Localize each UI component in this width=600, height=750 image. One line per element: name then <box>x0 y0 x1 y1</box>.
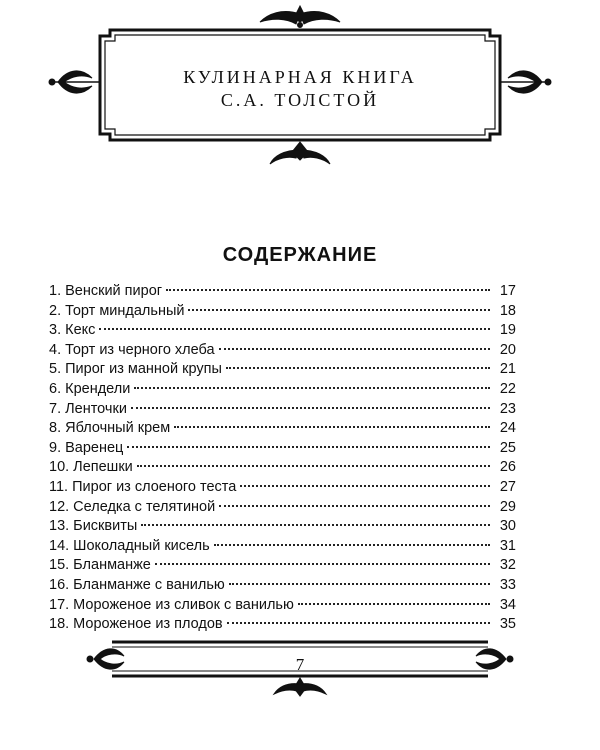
toc-entry[interactable] <box>49 400 516 420</box>
toc-entry[interactable] <box>49 517 516 537</box>
toc-entry[interactable] <box>49 321 516 341</box>
dot-leader <box>131 407 490 409</box>
dot-leader <box>229 583 490 585</box>
book-title-line1: КУЛИНАРНАЯ КНИГА <box>183 67 417 87</box>
dot-leader <box>226 367 490 369</box>
toc-entry-page: 20 <box>499 341 516 358</box>
toc-entry-page: 19 <box>499 322 516 339</box>
toc-entry-label: 10. Лепешки <box>49 459 133 476</box>
dot-leader <box>137 465 490 467</box>
toc-entry-page: 17 <box>499 283 516 299</box>
toc-entry-page: 34 <box>499 596 516 613</box>
toc-entry-label: 4. Торт из черного хлеба <box>49 341 215 358</box>
toc-entry-label: 14. Шоколадный кисель <box>49 537 210 554</box>
toc-entry[interactable] <box>49 576 516 596</box>
footer-center-fleuron <box>274 678 326 696</box>
dot-leader <box>166 289 490 291</box>
toc-entry-label: 3. Кекс <box>49 322 96 339</box>
toc-entry-label: 15. Бланманже <box>49 557 151 574</box>
dot-leader <box>99 328 490 330</box>
toc-entry-label: 17. Мороженое из сливок с ванилью <box>49 596 294 613</box>
dot-leader <box>219 348 490 350</box>
dot-leader <box>141 524 490 526</box>
toc-entry[interactable] <box>49 537 516 557</box>
toc-entry-label: 1. Венский пирог <box>49 283 163 299</box>
toc-entry-label: 5. Пирог из манной крупы <box>49 361 222 378</box>
toc-entry[interactable] <box>49 439 516 459</box>
dot-leader <box>188 309 490 311</box>
toc-entry-page: 31 <box>499 537 516 554</box>
toc-entry-page: 21 <box>499 361 516 378</box>
toc-entry-page: 35 <box>499 616 516 633</box>
dot-leader <box>240 485 490 487</box>
toc-entry-page: 18 <box>499 302 516 319</box>
toc-entry-label: 7. Ленточки <box>49 400 127 417</box>
toc-entry-page: 29 <box>499 498 516 515</box>
toc-entry-label: 9. Варенец <box>49 439 124 456</box>
toc-entry[interactable] <box>49 596 516 616</box>
toc-entry-label: 2. Торт миндальный <box>49 302 185 319</box>
toc-entry[interactable] <box>49 498 516 518</box>
toc-entry[interactable] <box>49 478 516 498</box>
dot-leader <box>174 426 490 428</box>
toc-entry[interactable] <box>49 341 516 361</box>
toc-entry-page: 25 <box>499 439 516 456</box>
toc-entry[interactable] <box>49 458 516 478</box>
toc-entry-page: 30 <box>499 518 516 535</box>
book-title-line2: С.А. ТОЛСТОЙ <box>220 90 380 110</box>
dot-leader <box>214 544 490 546</box>
dot-leader <box>155 563 490 565</box>
dot-leader <box>219 505 490 507</box>
toc-entry-label: 16. Бланманже с ванилью <box>49 576 225 593</box>
toc-entry[interactable] <box>49 360 516 380</box>
toc-entry-label: 8. Яблочный крем <box>49 420 171 437</box>
toc-entry-label: 13. Бисквиты <box>49 518 138 535</box>
table-of-contents <box>49 282 516 635</box>
toc-entry-page: 26 <box>499 459 516 476</box>
toc-entry-label: 6. Крендели <box>49 380 131 397</box>
toc-entry-page: 27 <box>499 478 516 495</box>
dot-leader <box>134 387 490 389</box>
toc-heading: СОДЕРЖАНИЕ <box>222 244 378 266</box>
toc-entry[interactable] <box>49 282 516 302</box>
toc-entry-label: 18. Мороженое из плодов <box>49 616 223 633</box>
toc-entry-page: 32 <box>499 557 516 574</box>
toc-entry[interactable] <box>49 302 516 322</box>
toc-entry-page: 22 <box>499 380 516 397</box>
dot-leader <box>298 603 490 605</box>
toc-entry[interactable] <box>49 556 516 576</box>
top-fleuron-ornament <box>260 6 340 28</box>
bottom-fleuron-ornament <box>270 142 330 164</box>
dot-leader <box>127 446 490 448</box>
toc-entry-label: 11. Пирог из слоеного теста <box>49 478 237 495</box>
toc-entry-page: 33 <box>499 576 516 593</box>
toc-entry[interactable] <box>49 380 516 400</box>
toc-entry[interactable] <box>49 419 516 439</box>
dot-leader <box>227 622 490 624</box>
toc-entry-label: 12. Селедка с телятиной <box>49 498 216 515</box>
page-number: 7 <box>295 655 305 674</box>
toc-entry-page: 24 <box>499 420 516 437</box>
toc-entry-page: 23 <box>499 400 516 417</box>
